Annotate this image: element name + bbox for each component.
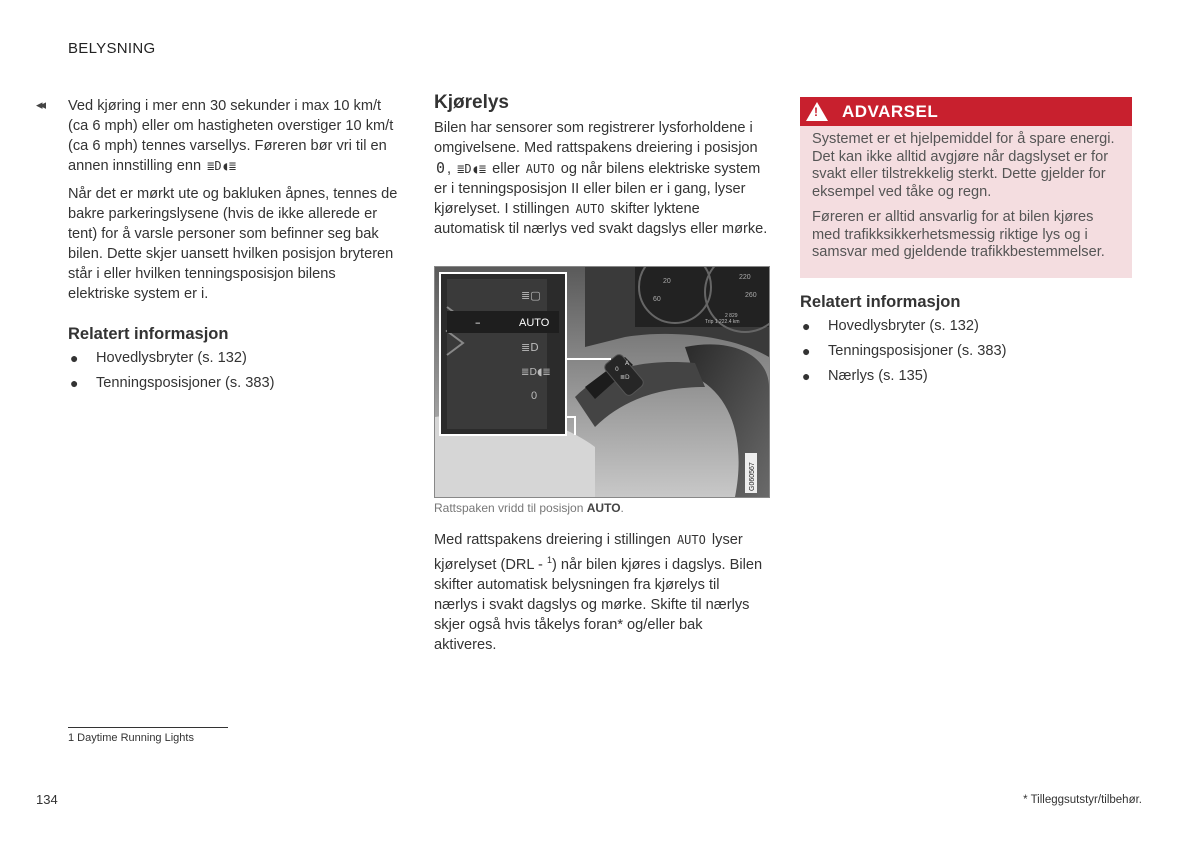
trip-readout: 2 829 — [725, 313, 738, 319]
footnote: 1 Daytime Running Lights — [68, 732, 194, 744]
list-item[interactable]: ● Hovedlysbryter (s. 132) — [802, 317, 979, 334]
position-label-highbeam: ≣▢ — [521, 289, 541, 302]
related-link[interactable]: Hovedlysbryter (s. 132) — [96, 350, 247, 366]
related-list — [68, 346, 398, 396]
page-number: 134 — [36, 792, 58, 807]
paragraph-text: lyser kjørelyset (DRL - — [434, 532, 743, 573]
column-right — [800, 97, 1132, 389]
column-left — [68, 96, 398, 396]
footnote-divider — [68, 727, 228, 728]
paragraph-text: Med rattspakens dreiering i stillingen — [434, 532, 671, 548]
list-item[interactable]: ● Tenningsposisjoner (s. 383) — [802, 342, 1007, 359]
stalk-illustration — [434, 266, 770, 498]
stalk-label: 0 — [615, 366, 619, 373]
column-middle-lower — [434, 530, 764, 655]
paragraph-text: Ved kjøring i mer enn 30 sekunder i max 10 km/t (ca 6 mph) eller om hastigheten overstiger 10 km/t (ca 6 mph) tennes varsellys. Føreren bør vri til en annen innstilling enn — [68, 98, 394, 174]
warning-title: ADVARSEL — [842, 101, 939, 121]
warning-body — [800, 126, 1132, 278]
comma: , — [447, 161, 452, 177]
paragraph-warning-lights — [68, 96, 398, 176]
warning-header — [800, 97, 1132, 126]
warning-triangle-icon: ! — [806, 102, 828, 121]
gauge-label: 220 — [739, 274, 751, 281]
list-item[interactable]: ● Hovedlysbryter (s. 132) — [70, 350, 247, 366]
section-title: Kjørelys — [434, 92, 509, 113]
paragraph-text: Bilen har sensorer som registrerer lysforholdene i omgivelsene. Med rattspakens dreiering i posisjon — [434, 120, 758, 156]
caption-punct: . — [620, 501, 624, 515]
paragraph-drl — [434, 530, 764, 655]
column-middle — [434, 92, 768, 239]
paragraph-text: skifter lyktene automatisk til nærlys ved svakt dagslys eller mørke. — [434, 201, 768, 237]
related-link[interactable]: Nærlys (s. 135) — [828, 367, 928, 384]
paragraph-text: og når bilens elektriske system er i tenningsposisjon II eller bilen er i gang, lyser kjørelyset. I stillingen — [434, 161, 761, 217]
stalk-label: ≣D — [620, 374, 630, 381]
stalk-label: A — [625, 360, 630, 367]
auto-symbol: AUTO — [525, 162, 555, 176]
parking-light-symbol: ≣D◖≣ — [457, 162, 487, 176]
zero-symbol: 0 — [436, 159, 446, 177]
section-header: BELYSNING — [68, 40, 156, 57]
paragraph-sensors — [434, 118, 768, 239]
auto-symbol: AUTO — [676, 533, 706, 547]
related-info-heading: Relatert informasjon — [800, 292, 961, 311]
position-label-off: 0 — [531, 390, 538, 402]
position-label-parking: ≣D◖≣ — [521, 367, 551, 378]
paragraph-text: eller — [492, 161, 520, 177]
warning-text: Føreren er alltid ansvarlig for at bilen kjøres med trafikksikkerhetsmessig riktige lys og i samsvar med gjeldende trafikkbestemmelser. — [812, 209, 1105, 260]
related-link[interactable]: Tenningsposisjoner (s. 383) — [828, 342, 1007, 359]
figure-code: G060567 — [749, 462, 756, 491]
position-marker: – — [475, 316, 481, 329]
trip-readout: Trip 1 222.4 km — [705, 319, 740, 325]
caption-text: Rattspaken vridd til posisjon — [434, 501, 584, 515]
related-link[interactable]: Hovedlysbryter (s. 132) — [828, 317, 979, 334]
paragraph-parking-lights: Når det er mørkt ute og bakluken åpnes, tennes de bakre parkeringslysene (hvis de ikke allerede er tent) for å varsle personer som befinner seg bak bilen. Dette skjer uansett hvilken posisjon bryteren står i eller hvilken tenningsposisjon bilens elektriske system er i. — [68, 186, 398, 302]
gauge-label: 60 — [653, 296, 661, 303]
caption-bold: AUTO — [586, 501, 621, 515]
continued-arrow-icon: ◂◂ — [36, 97, 44, 112]
supplement-note: * Tilleggsutstyr/tilbehør. — [1023, 794, 1142, 806]
parking-light-symbol: ≣D◖≣ — [207, 159, 237, 173]
related-list — [800, 314, 1132, 389]
gauge-label: 260 — [745, 292, 757, 299]
list-item[interactable]: ● Tenningsposisjoner (s. 383) — [70, 375, 275, 391]
warning-text: Systemet er et hjelpemiddel for å spare energi. Det kan ikke alltid avgjøre når dagslyset er for svakt eller tilstrekkelig sterkt. Dette gjelder for eksempel ved tåke og regn. — [812, 131, 1115, 200]
auto-symbol: AUTO — [575, 202, 605, 216]
list-item[interactable]: ● Nærlys (s. 135) — [802, 367, 928, 384]
related-link[interactable]: Tenningsposisjoner (s. 383) — [96, 375, 275, 391]
paragraph-text: ) når bilen kjøres i dagslys. Bilen skifter automatisk belysningen fra kjørelys til nærlys i svakt dagslys og mørke. Skifte til nærlys skjer også hvis tåkelys foran* og/eller bak aktiveres. — [434, 556, 763, 653]
figure-caption — [434, 501, 624, 515]
illustration-svg — [435, 267, 769, 497]
position-label-lowbeam: ≣D — [521, 341, 539, 354]
related-info-heading: Relatert informasjon — [68, 325, 229, 343]
footnote-ref[interactable]: 1 — [546, 555, 552, 565]
position-label-auto: AUTO — [519, 317, 550, 329]
warning-box — [800, 97, 1132, 278]
gauge-label: 20 — [663, 278, 671, 285]
